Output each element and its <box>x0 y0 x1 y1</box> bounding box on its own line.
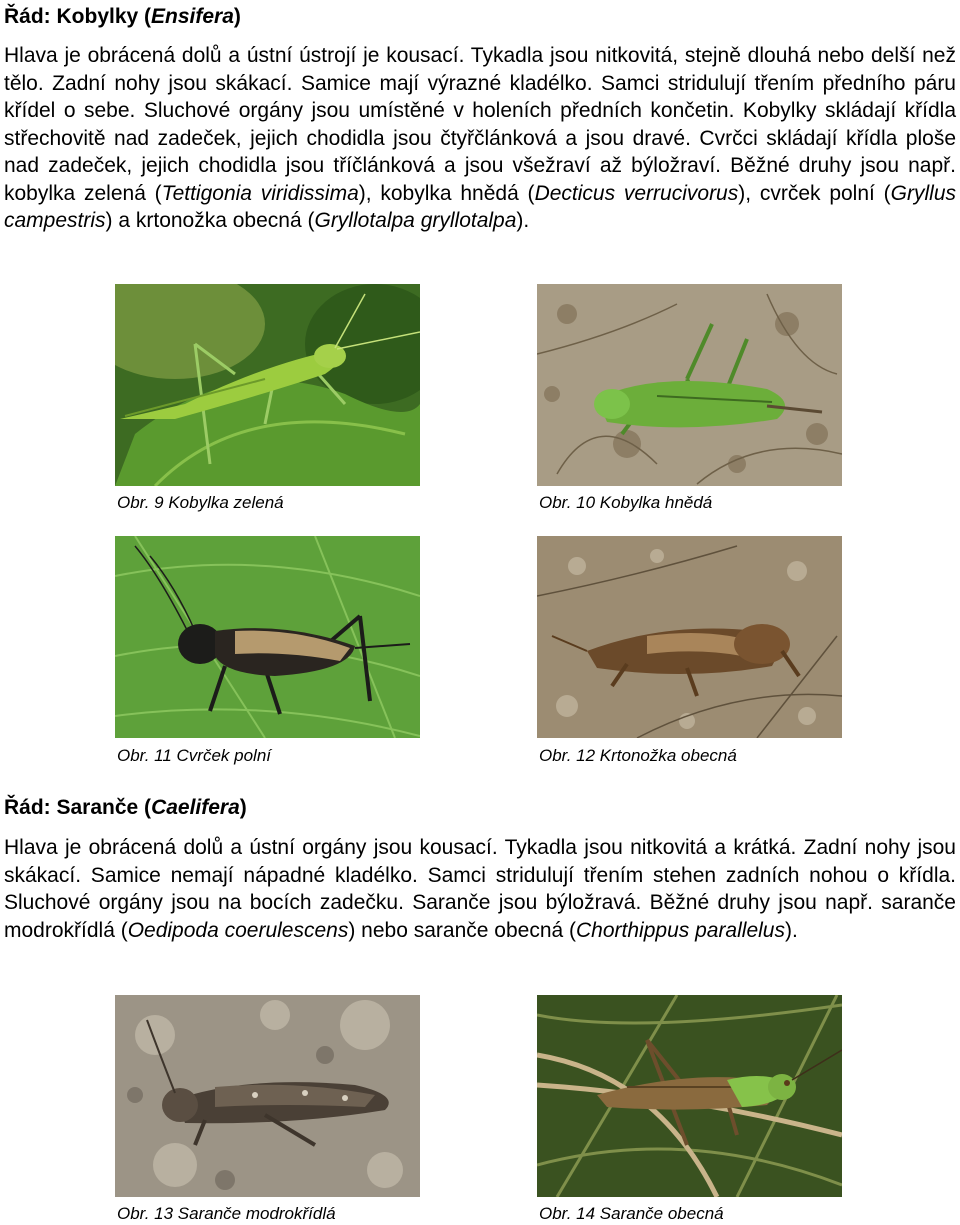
figure-caption: Obr. 14 Saranče obecná <box>539 1204 724 1223</box>
figure-caption: Obr. 12 Krtonožka obecná <box>539 746 737 765</box>
figure-caption: Obr. 13 Saranče modrokřídlá <box>117 1204 336 1223</box>
green-bush-cricket-photo <box>115 284 420 486</box>
photo-sarance-modrokridla <box>115 995 420 1197</box>
section-heading-ensifera: Řád: Kobylky (Ensifera) <box>4 5 241 28</box>
photo-kobylka-hneda <box>537 284 842 486</box>
figure-caption: Obr. 9 Kobylka zelená <box>117 493 284 512</box>
figure-caption: Obr. 10 Kobylka hnědá <box>539 493 713 512</box>
paragraph-ensifera: Hlava je obrácená dolů a ústní ústrojí je kousací. Tykadla jsou nitkovitá, stejně dlouhá nebo delší než tělo. Zadní nohy jsou skákací. Samice mají výrazné kladélko. Samci stridulují třením předního páru křídel o sebe. Sluchové orgány jsou umístěné v holeních předních končetin. Kobylky skládají křídla střechovitě nad zadeček, jejich chodidla jsou čtyřčlánková a jsou dravé. Cvrčci skládají křídla ploše nad zadeček, jejich chodidla jsou tříčlánková a jsou všežraví až býložraví. Běžné druhy jsou např. kobylka zelená (Tettigonia viridissima), kobylka hnědá (Decticus verrucivorus), cvrček polní (Gryllus campestris) a krtonožka obecná (Gryllotalpa gryllotalpa). <box>4 44 956 232</box>
photo-krtonozka-obecna <box>537 536 842 738</box>
photo-cvrcek-polni <box>115 536 420 738</box>
section-heading-caelifera: Řád: Saranče (Caelifera) <box>4 796 247 819</box>
paragraph-caelifera: Hlava je obrácená dolů a ústní orgány jsou kousací. Tykadla jsou nitkovitá a krátká. Zadní nohy jsou skákací. Samice nemají nápadné kladélko. Samci stridulují třením stehen zadních nohou o křídla. Sluchové orgány jsou na bocích zadečku. Saranče jsou býložravá. Běžné druhy jsou např. saranče modrokřídlá (Oedipoda coerulescens) nebo saranče obecná (Chorthippus parallelus). <box>4 836 956 942</box>
figure-caption: Obr. 11 Cvrček polní <box>117 746 272 765</box>
photo-kobylka-zelena <box>115 284 420 486</box>
meadow-grasshopper-photo <box>537 995 842 1197</box>
field-cricket-photo <box>115 536 420 738</box>
mole-cricket-photo <box>537 536 842 738</box>
photo-sarance-obecna <box>537 995 842 1197</box>
blue-winged-grasshopper-photo <box>115 995 420 1197</box>
wart-biter-photo <box>537 284 842 486</box>
